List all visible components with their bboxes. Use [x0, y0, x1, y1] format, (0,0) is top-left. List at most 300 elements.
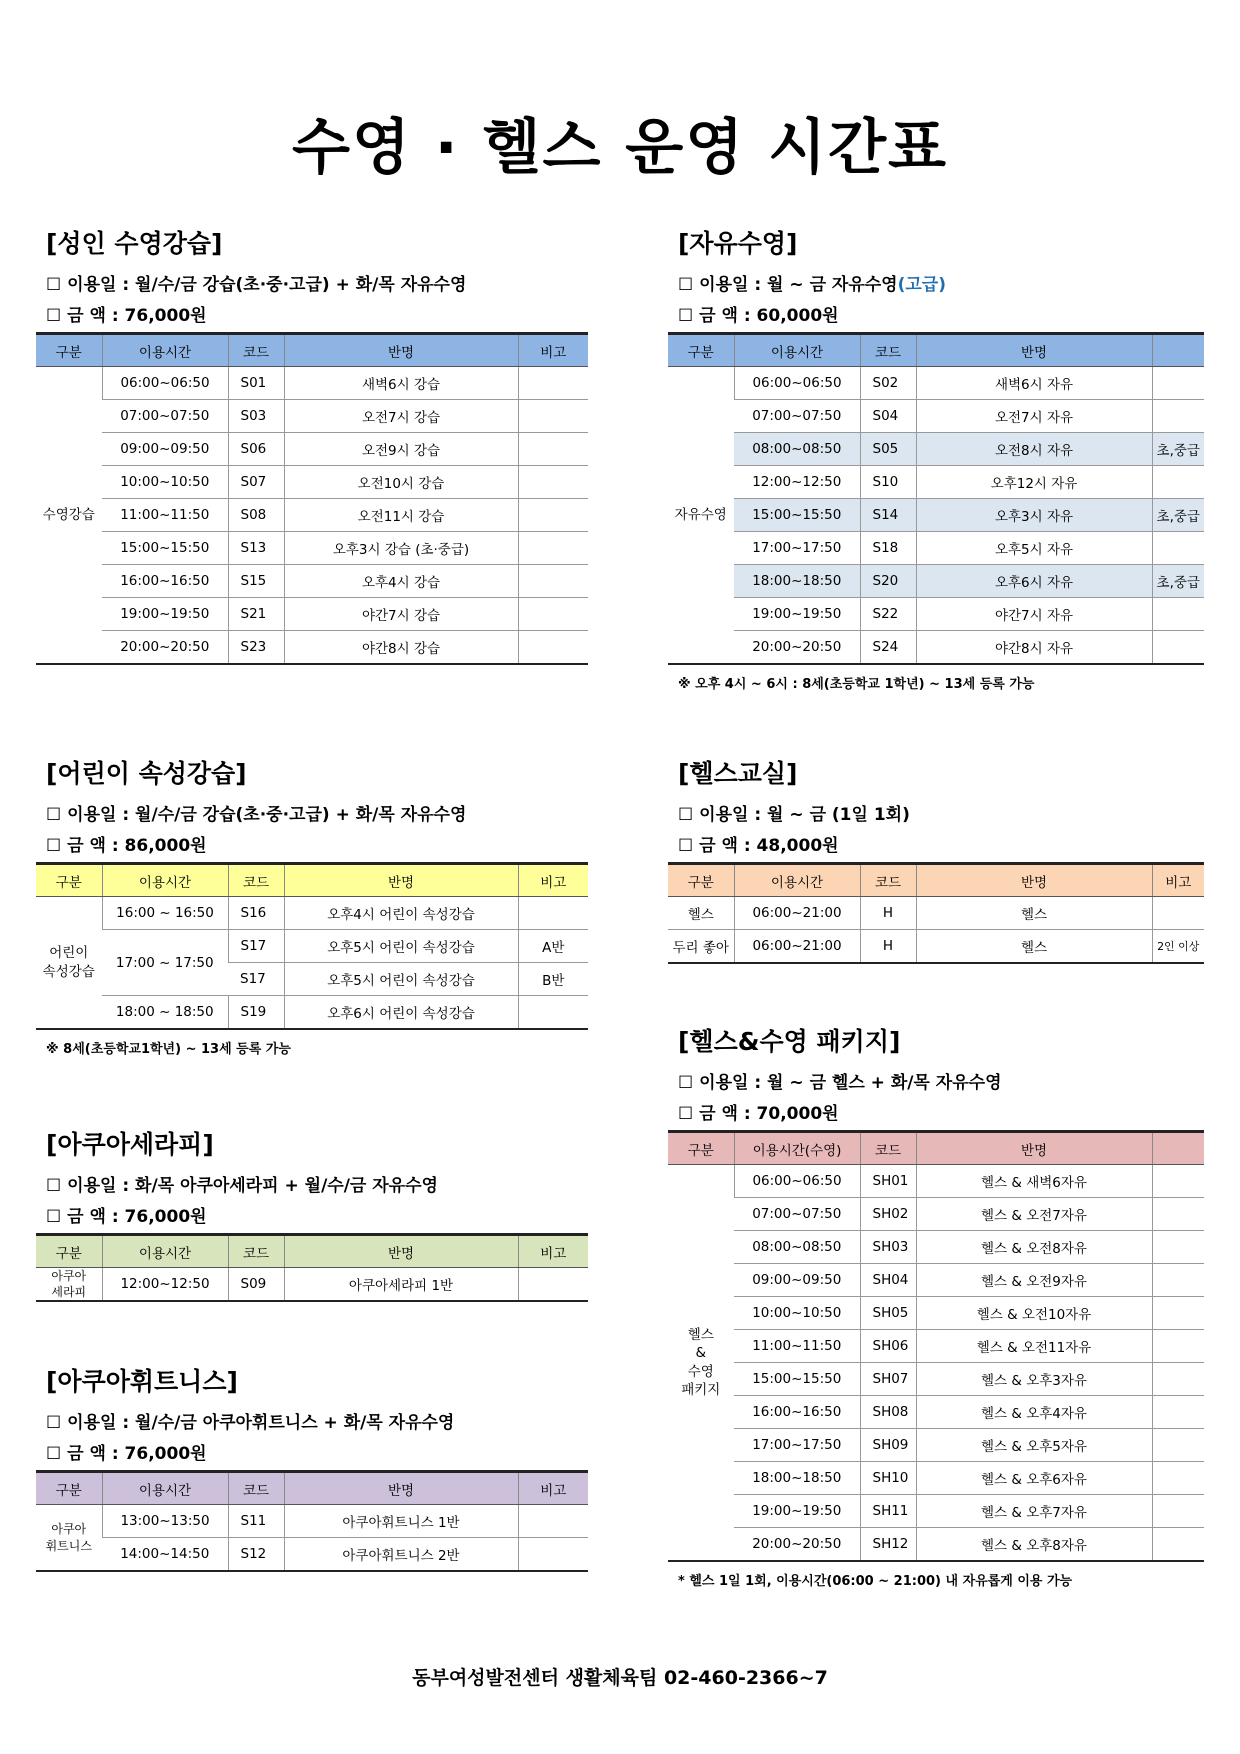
col-code: 코드 [228, 334, 284, 367]
section-kids-swim [36, 754, 588, 1057]
cell-code: S01 [228, 367, 284, 400]
table-row [668, 1528, 1204, 1562]
section-adult-swim [36, 224, 588, 665]
cell-class: 아쿠아휘트니스 2반 [284, 1538, 518, 1572]
cell-time: 12:00~12:50 [102, 1268, 228, 1302]
cell-code: SH01 [860, 1165, 916, 1198]
cell-time: 20:00~20:50 [734, 1528, 860, 1562]
col-note: 비고 [1152, 864, 1204, 897]
cell-class: 헬스 [916, 897, 1152, 930]
price: ☐ 금 액 : 76,000원 [46, 306, 207, 326]
cell-code: S23 [228, 631, 284, 665]
section-title: [성인 수영강습] [46, 229, 223, 258]
group-label-line: 아쿠아 [51, 1269, 87, 1283]
cell-note: B반 [518, 963, 588, 996]
cell-class: 아쿠아세라피 1반 [284, 1268, 518, 1302]
cell-class: 헬스 & 오전7자유 [916, 1198, 1152, 1231]
table-row [668, 1231, 1204, 1264]
usage-days: ☐ 이용일 : 화/목 아쿠아세라피 + 월/수/금 자유수영 [46, 1176, 438, 1196]
cell-class: 오후3시 강습 (초·중급) [284, 532, 518, 565]
cell-gubun: 두리 좋아 [668, 930, 734, 964]
group-label-line: 수영 [687, 1363, 714, 1380]
usage-days: ☐ 이용일 : 월 ~ 금 헬스 + 화/목 자유수영 [678, 1073, 1002, 1093]
cell-class: 오후3시 자유 [916, 499, 1152, 532]
cell-class: 헬스 & 오후3자유 [916, 1363, 1152, 1396]
table-row [36, 565, 588, 598]
group-label-line: 아쿠아 [51, 1522, 87, 1537]
cell-class: 야간7시 강습 [284, 598, 518, 631]
cell-note: 초,중급 [1152, 499, 1204, 532]
table-row [668, 1297, 1204, 1330]
cell-time: 07:00~07:50 [734, 400, 860, 433]
table-row [668, 1429, 1204, 1462]
table-row [668, 400, 1204, 433]
price: ☐ 금 액 : 60,000원 [678, 306, 839, 326]
table-row [668, 930, 1204, 964]
cell-code: S13 [228, 532, 284, 565]
usage-days-text: ☐ 이용일 : 월 ~ 금 자유수영 [678, 275, 898, 295]
cell-note: 초,중급 [1152, 565, 1204, 598]
table-header [668, 334, 1204, 367]
cell-note [518, 466, 588, 499]
col-code: 코드 [228, 1235, 284, 1268]
cell-time: 20:00~20:50 [102, 631, 228, 665]
col-class: 반명 [916, 334, 1152, 367]
cell-gubun: 헬스 [668, 897, 734, 930]
page-title: 수영 · 헬스 운영 시간표 [292, 113, 948, 183]
cell-note [1152, 1429, 1204, 1462]
cell-code: S17 [228, 963, 284, 996]
table-body [36, 897, 588, 1030]
schedule-table [36, 332, 588, 665]
col-class: 반명 [284, 1235, 518, 1268]
col-gubun: 구분 [36, 1235, 102, 1268]
table-row [36, 1268, 588, 1302]
table-row [36, 1538, 588, 1572]
group-label-line: 휘트니스 [45, 1538, 92, 1553]
cell-code: SH04 [860, 1264, 916, 1297]
cell-note [1152, 1231, 1204, 1264]
group-label-line: & [695, 1345, 707, 1362]
cell-code: S03 [228, 400, 284, 433]
cell-note [1152, 1462, 1204, 1495]
table-row [36, 631, 588, 665]
cell-note [1152, 1528, 1204, 1562]
cell-class: 아쿠아휘트니스 1반 [284, 1505, 518, 1538]
cell-time: 06:00~06:50 [734, 367, 860, 400]
table-body [668, 367, 1204, 665]
cell-time: 08:00~08:50 [734, 433, 860, 466]
col-time: 이용시간 [102, 1235, 228, 1268]
table-row [36, 598, 588, 631]
col-class: 반명 [284, 334, 518, 367]
col-code: 코드 [228, 1472, 284, 1505]
cell-class: 새벽6시 강습 [284, 367, 518, 400]
col-code: 코드 [860, 1132, 916, 1165]
col-note: 비고 [518, 1472, 588, 1505]
cell-note [518, 367, 588, 400]
cell-time: 19:00~19:50 [102, 598, 228, 631]
cell-code: S19 [228, 996, 284, 1030]
cell-class: 오전11시 강습 [284, 499, 518, 532]
schedule-table [668, 1130, 1204, 1562]
cell-code: S15 [228, 565, 284, 598]
cell-note [518, 532, 588, 565]
usage-days: ☐ 이용일 : 월/수/금 아쿠아휘트니스 + 화/목 자유수영 [46, 1413, 455, 1433]
col-note: 비고 [518, 1235, 588, 1268]
table-row [668, 1198, 1204, 1231]
cell-class: 야간7시 자유 [916, 598, 1152, 631]
col-code: 코드 [228, 864, 284, 897]
cell-code: S05 [860, 433, 916, 466]
cell-code: SH03 [860, 1231, 916, 1264]
schedule-table [36, 1470, 588, 1572]
cell-class: 오후4시 강습 [284, 565, 518, 598]
cell-time: 15:00~15:50 [102, 532, 228, 565]
cell-code: S24 [860, 631, 916, 665]
cell-code: S16 [228, 897, 284, 930]
cell-code: SH10 [860, 1462, 916, 1495]
cell-time: 11:00~11:50 [734, 1330, 860, 1363]
cell-note [1152, 1396, 1204, 1429]
cell-code: S17 [228, 930, 284, 963]
col-gubun: 구분 [668, 334, 734, 367]
col-class: 반명 [284, 1472, 518, 1505]
table-row [36, 897, 588, 930]
cell-code: S10 [860, 466, 916, 499]
col-gubun: 구분 [668, 1132, 734, 1165]
cell-class: 야간8시 강습 [284, 631, 518, 665]
table-body [36, 1505, 588, 1572]
cell-note [1152, 1165, 1204, 1198]
table-row [668, 1363, 1204, 1396]
cell-class: 오전7시 자유 [916, 400, 1152, 433]
section-aqua-therapy [36, 1125, 588, 1302]
cell-note [518, 598, 588, 631]
col-class: 반명 [916, 1132, 1152, 1165]
col-gubun: 구분 [36, 334, 102, 367]
cell-time: 10:00~10:50 [102, 466, 228, 499]
table-row [36, 433, 588, 466]
cell-note [1152, 897, 1204, 930]
table-header [36, 1235, 588, 1268]
cell-time: 13:00~13:50 [102, 1505, 228, 1538]
table-row [36, 996, 588, 1030]
cell-class: 헬스 & 새벽6자유 [916, 1165, 1152, 1198]
cell-code: S21 [228, 598, 284, 631]
table-row [36, 532, 588, 565]
col-gubun: 구분 [668, 864, 734, 897]
usage-days: ☐ 이용일 : 월 ~ 금 (1일 1회) [678, 805, 910, 825]
group-label [668, 1165, 734, 1562]
table-row [36, 466, 588, 499]
cell-code: S11 [228, 1505, 284, 1538]
cell-note [1152, 367, 1204, 400]
cell-class: 헬스 & 오후5자유 [916, 1429, 1152, 1462]
cell-class: 오전10시 강습 [284, 466, 518, 499]
table-row [668, 1495, 1204, 1528]
cell-note [518, 996, 588, 1030]
cell-note: A반 [518, 930, 588, 963]
col-time: 이용시간 [734, 864, 860, 897]
cell-note [1152, 1363, 1204, 1396]
cell-note [518, 897, 588, 930]
table-row [668, 1165, 1204, 1198]
cell-time: 07:00~07:50 [102, 400, 228, 433]
cell-time: 16:00~16:50 [102, 565, 228, 598]
table-header [668, 864, 1204, 897]
cell-time: 18:00 ~ 18:50 [102, 996, 228, 1030]
cell-code: S02 [860, 367, 916, 400]
cell-class: 헬스 & 오후7자유 [916, 1495, 1152, 1528]
cell-code: SH05 [860, 1297, 916, 1330]
cell-class: 오전9시 강습 [284, 433, 518, 466]
cell-note [518, 1538, 588, 1572]
schedule-table [668, 332, 1204, 665]
cell-time: 16:00 ~ 16:50 [102, 897, 228, 930]
cell-time: 15:00~15:50 [734, 499, 860, 532]
footnote: ※ 오후 4시 ~ 6시 : 8세(초등학교 1학년) ~ 13세 등록 가능 [678, 677, 1035, 692]
group-label-line: 어린이 [49, 945, 89, 962]
schedule-table [668, 862, 1204, 964]
cell-class: 헬스 & 오전11자유 [916, 1330, 1152, 1363]
cell-time: 18:00~18:50 [734, 565, 860, 598]
table-row [668, 466, 1204, 499]
cell-class: 헬스 [916, 930, 1152, 964]
cell-class: 야간8시 자유 [916, 631, 1152, 665]
price: ☐ 금 액 : 76,000원 [46, 1207, 207, 1227]
price: ☐ 금 액 : 86,000원 [46, 836, 207, 856]
section-aqua-fitness [36, 1362, 588, 1572]
col-time: 이용시간 [102, 1472, 228, 1505]
cell-code: S04 [860, 400, 916, 433]
table-row [668, 499, 1204, 532]
cell-time: 19:00~19:50 [734, 598, 860, 631]
cell-time: 15:00~15:50 [734, 1363, 860, 1396]
table-header [668, 1132, 1204, 1165]
col-time: 이용시간(수영) [734, 1132, 860, 1165]
section-package [668, 1022, 1204, 1589]
cell-code: SH11 [860, 1495, 916, 1528]
cell-time: 18:00~18:50 [734, 1462, 860, 1495]
cell-time: 08:00~08:50 [734, 1231, 860, 1264]
cell-note [1152, 400, 1204, 433]
table-body [668, 1165, 1204, 1562]
section-title: [자유수영] [678, 229, 798, 258]
section-title: [아쿠아세라피] [46, 1130, 214, 1159]
cell-time: 17:00 ~ 17:50 [102, 930, 228, 996]
group-label: 자유수영 [668, 367, 734, 665]
cell-note [1152, 1198, 1204, 1231]
cell-time: 09:00~09:50 [734, 1264, 860, 1297]
cell-class: 헬스 & 오전9자유 [916, 1264, 1152, 1297]
col-class: 반명 [284, 864, 518, 897]
cell-class: 헬스 & 오후8자유 [916, 1528, 1152, 1562]
col-note [1152, 334, 1204, 367]
cell-time: 06:00~21:00 [734, 930, 860, 964]
cell-code: SH06 [860, 1330, 916, 1363]
table-row [668, 433, 1204, 466]
cell-class: 오후6시 어린이 속성강습 [284, 996, 518, 1030]
cell-note [518, 499, 588, 532]
cell-class: 헬스 & 오전8자유 [916, 1231, 1152, 1264]
cell-code: SH02 [860, 1198, 916, 1231]
group-label: 수영강습 [36, 367, 102, 665]
table-row [668, 367, 1204, 400]
table-row [668, 897, 1204, 930]
table-header [36, 864, 588, 897]
cell-code: H [860, 930, 916, 964]
cell-class: 오후6시 자유 [916, 565, 1152, 598]
price: ☐ 금 액 : 70,000원 [678, 1104, 839, 1124]
section-title: [어린이 속성강습] [46, 759, 247, 788]
cell-note: 2인 이상 [1152, 930, 1204, 964]
schedule-table [36, 1233, 588, 1302]
table-body [668, 897, 1204, 964]
cell-code: H [860, 897, 916, 930]
cell-note [518, 631, 588, 665]
table-row [668, 565, 1204, 598]
table-row [36, 499, 588, 532]
cell-time: 12:00~12:50 [734, 466, 860, 499]
cell-code: SH07 [860, 1363, 916, 1396]
cell-note [1152, 1264, 1204, 1297]
cell-time: 16:00~16:50 [734, 1396, 860, 1429]
cell-code: S18 [860, 532, 916, 565]
cell-code: SH09 [860, 1429, 916, 1462]
cell-class: 새벽6시 자유 [916, 367, 1152, 400]
cell-time: 20:00~20:50 [734, 631, 860, 665]
cell-class: 헬스 & 오후6자유 [916, 1462, 1152, 1495]
table-row [668, 1264, 1204, 1297]
cell-note [518, 1505, 588, 1538]
cell-time: 14:00~14:50 [102, 1538, 228, 1572]
group-label [36, 1268, 102, 1302]
footnote: ※ 8세(초등학교1학년) ~ 13세 등록 가능 [46, 1042, 291, 1057]
cell-class: 헬스 & 오전10자유 [916, 1297, 1152, 1330]
cell-class: 오전7시 강습 [284, 400, 518, 433]
table-row [668, 1396, 1204, 1429]
cell-note [518, 1268, 588, 1302]
cell-code: S07 [228, 466, 284, 499]
cell-note [1152, 1297, 1204, 1330]
cell-time: 09:00~09:50 [102, 433, 228, 466]
price: ☐ 금 액 : 48,000원 [678, 836, 839, 856]
cell-code: S09 [228, 1268, 284, 1302]
table-header [36, 1472, 588, 1505]
col-note: 비고 [518, 334, 588, 367]
cell-class: 헬스 & 오후4자유 [916, 1396, 1152, 1429]
section-title: [헬스&수영 패키지] [678, 1027, 901, 1056]
table-row [668, 532, 1204, 565]
col-time: 이용시간 [102, 334, 228, 367]
price: ☐ 금 액 : 76,000원 [46, 1444, 207, 1464]
cell-note [1152, 598, 1204, 631]
cell-code: SH08 [860, 1396, 916, 1429]
section-health [668, 754, 1204, 964]
schedule-table [36, 862, 588, 1030]
col-code: 코드 [860, 334, 916, 367]
cell-code: S12 [228, 1538, 284, 1572]
cell-time: 17:00~17:50 [734, 1429, 860, 1462]
cell-note [518, 565, 588, 598]
footnote: * 헬스 1일 1회, 이용시간(06:00 ~ 21:00) 내 자유롭게 이용 가능 [678, 1574, 1073, 1589]
cell-class: 오후5시 자유 [916, 532, 1152, 565]
cell-code: S06 [228, 433, 284, 466]
group-label [36, 897, 102, 1030]
cell-time: 06:00~21:00 [734, 897, 860, 930]
group-label-line: 세라피 [51, 1285, 87, 1300]
cell-class: 오후5시 어린이 속성강습 [284, 930, 518, 963]
cell-time: 06:00~06:50 [102, 367, 228, 400]
cell-code: S20 [860, 565, 916, 598]
cell-note: 초,중급 [1152, 433, 1204, 466]
cell-note [1152, 1330, 1204, 1363]
col-note: 비고 [518, 864, 588, 897]
table-row [36, 1505, 588, 1538]
cell-code: S08 [228, 499, 284, 532]
table-row [36, 400, 588, 433]
cell-time: 10:00~10:50 [734, 1297, 860, 1330]
table-row [668, 1462, 1204, 1495]
group-label-line: 패키지 [681, 1381, 721, 1398]
group-label [36, 1505, 102, 1572]
cell-class: 오후4시 어린이 속성강습 [284, 897, 518, 930]
cell-time: 06:00~06:50 [734, 1165, 860, 1198]
cell-note [1152, 631, 1204, 665]
cell-note [1152, 466, 1204, 499]
cell-time: 11:00~11:50 [102, 499, 228, 532]
cell-note [518, 400, 588, 433]
usage-level: (고급) [897, 275, 946, 295]
table-row [668, 598, 1204, 631]
table-row [36, 930, 588, 963]
cell-class: 오후12시 자유 [916, 466, 1152, 499]
table-row [668, 1330, 1204, 1363]
table-row [36, 367, 588, 400]
section-free-swim [668, 224, 1204, 692]
cell-note [518, 433, 588, 466]
group-label-line: 헬스 [687, 1327, 714, 1344]
table-header [36, 334, 588, 367]
cell-code: S22 [860, 598, 916, 631]
col-note [1152, 1132, 1204, 1165]
cell-class: 오전8시 자유 [916, 433, 1152, 466]
col-time: 이용시간 [734, 334, 860, 367]
cell-note [1152, 1495, 1204, 1528]
col-gubun: 구분 [36, 1472, 102, 1505]
col-class: 반명 [916, 864, 1152, 897]
section-title: [아쿠아휘트니스] [46, 1367, 238, 1396]
cell-time: 07:00~07:50 [734, 1198, 860, 1231]
cell-note [1152, 532, 1204, 565]
cell-time: 17:00~17:50 [734, 532, 860, 565]
col-code: 코드 [860, 864, 916, 897]
usage-days [678, 270, 1204, 295]
cell-code: SH12 [860, 1528, 916, 1562]
table-body [36, 1268, 588, 1302]
section-title: [헬스교실] [678, 759, 798, 788]
usage-days: ☐ 이용일 : 월/수/금 강습(초·중·고급) + 화/목 자유수영 [46, 275, 467, 295]
col-time: 이용시간 [102, 864, 228, 897]
table-body [36, 367, 588, 665]
table-row [668, 631, 1204, 665]
cell-code: S14 [860, 499, 916, 532]
group-label-line: 속성강습 [42, 963, 95, 980]
usage-days: ☐ 이용일 : 월/수/금 강습(초·중·고급) + 화/목 자유수영 [46, 805, 467, 825]
footer-contact: 동부여성발전센터 생활체육팀 02-460-2366~7 [412, 1667, 828, 1689]
cell-class: 오후5시 어린이 속성강습 [284, 963, 518, 996]
